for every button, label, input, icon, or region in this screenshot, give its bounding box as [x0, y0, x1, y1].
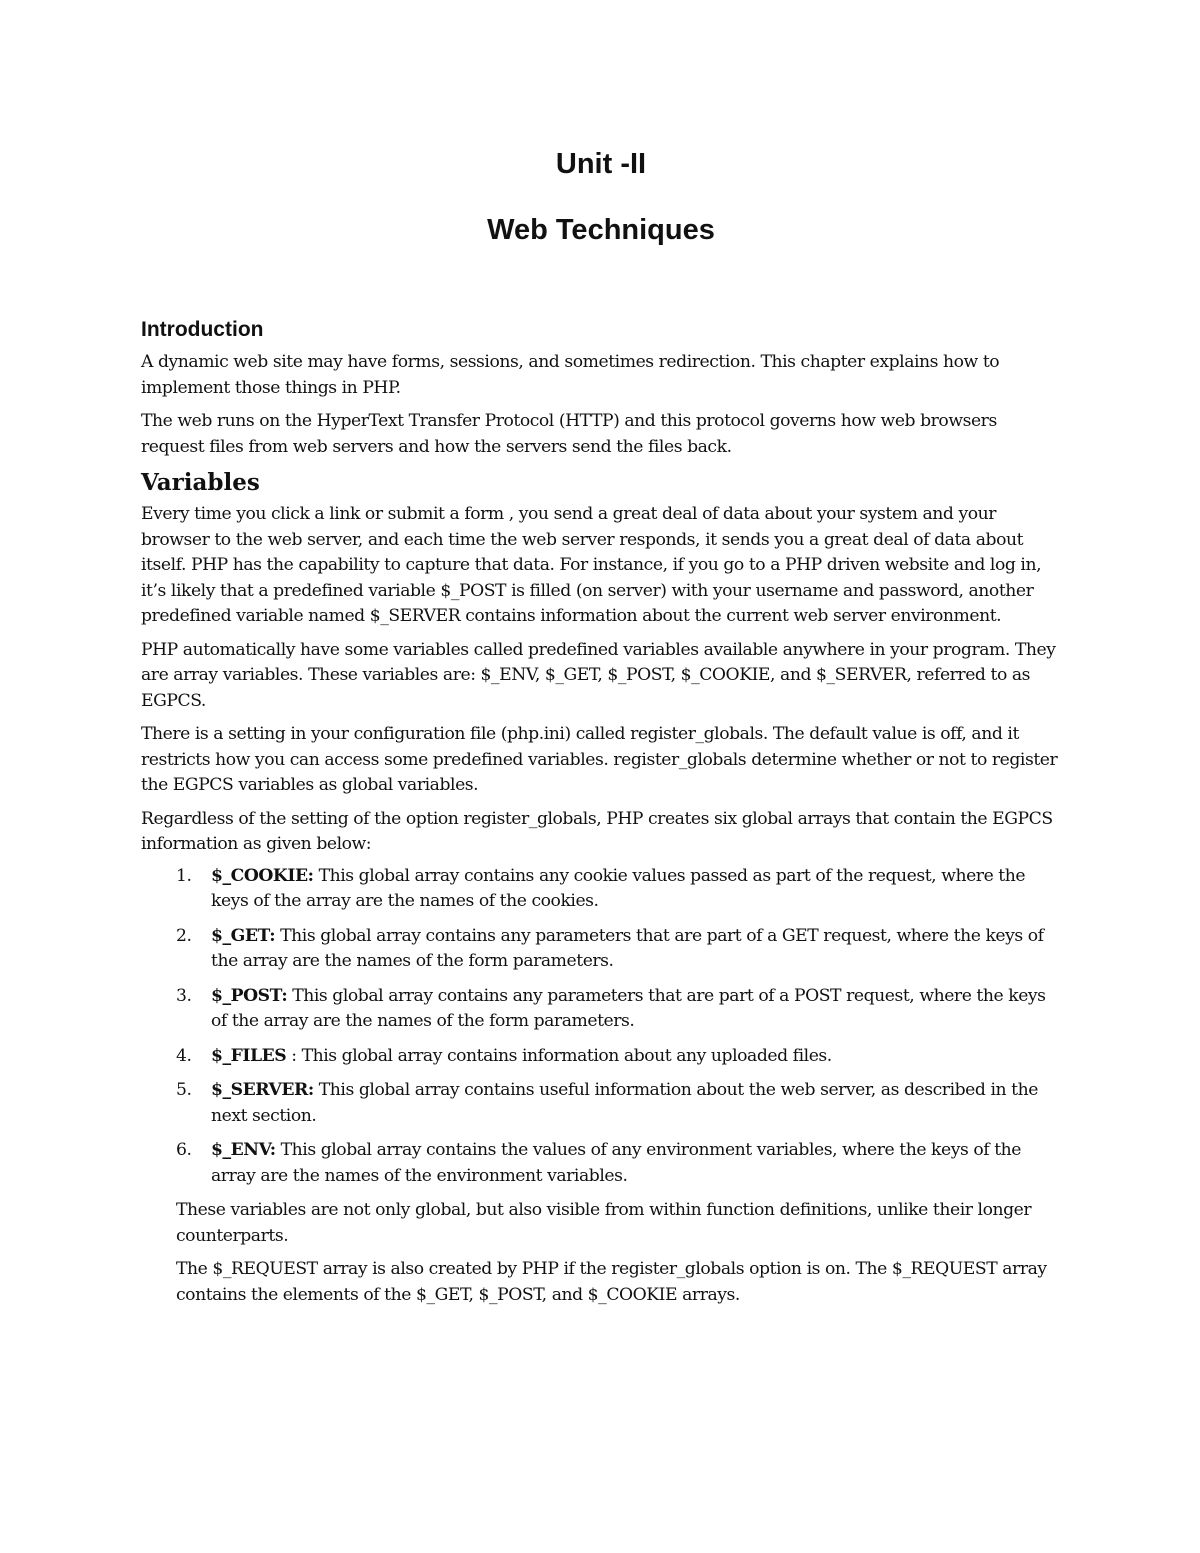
list-number: 6.: [176, 1140, 192, 1160]
list-description: This global array contains any cookie values passed as part of the request, where the keys of the array are the names of the cookies.: [211, 865, 1026, 911]
list-term: $_ENV:: [211, 1140, 276, 1160]
intro-paragraph-2: The web runs on the HyperText Transfer Protocol (HTTP) and this protocol governs how web browsers request files from web servers and how the servers send the files back.: [141, 411, 997, 457]
list-description: This global array contains any parameters that are part of a GET request, where the keys of the array are the names of the form parameters.: [211, 925, 1044, 971]
list-number: 5.: [176, 1080, 192, 1100]
list-item: [141, 1138, 1061, 1189]
list-item: [141, 1078, 1061, 1129]
introduction-heading: Introduction: [141, 318, 264, 341]
list-term: $_FILES: [211, 1045, 287, 1066]
list-item: [141, 1044, 1061, 1070]
variables-paragraph-4: Regardless of the setting of the option register_globals, PHP creates six global arrays that contain the EGPCS information as given below:: [141, 808, 1053, 854]
variables-paragraph-2: PHP automatically have some variables called predefined variables available anywhere in your program. They are array variables. These variables are: $_ENV, $_GET, $_POST, $_COOKIE, and $_SERVER, referred to as EGPCS.: [141, 639, 1056, 711]
list-description: This global array contains any parameters that are part of a POST request, where the keys of the array are the names of the form parameters.: [211, 985, 1046, 1031]
list-item: [141, 924, 1061, 975]
list-item: [141, 984, 1061, 1035]
intro-paragraph-1: A dynamic web site may have forms, sessions, and sometimes redirection. This chapter explains how to implement those things in PHP.: [141, 352, 1000, 398]
variables-paragraph-3: There is a setting in your configuration file (php.ini) called register_globals. The default value is off, and it restricts how you can access some predefined variables. register_globals determine whether or not to register the EGPCS variables as global variables.: [141, 724, 1058, 795]
list-term: $_SERVER:: [211, 1080, 314, 1100]
list-item: [141, 864, 1061, 915]
variables-heading: Variables: [141, 469, 260, 496]
list-number: 4.: [176, 1045, 192, 1066]
list-term: $_COOKIE:: [211, 865, 314, 886]
chapter-title: Web Techniques: [487, 214, 715, 246]
list-description: : This global array contains information about any uploaded files.: [286, 1045, 832, 1066]
list-term: $_GET:: [211, 925, 276, 946]
list-description: This global array contains useful information about the web server, as described in the next section.: [211, 1080, 1038, 1126]
variables-paragraph-1: Every time you click a link or submit a form , you send a great deal of data about your system and your browser to the web server, and each time the web server responds, it sends you a great deal of data about itself. PHP has the capability to capture that data. For instance, if you go to a PHP driven website and log in, it’s likely that a predefined variable $_POST is filled (on server) with your username and password, another predefined variable named $_SERVER contains information about the current web server environment.: [141, 504, 1042, 626]
after-list-paragraph-1: These variables are not only global, but also visible from within function definitions, unlike their longer counterparts.: [176, 1200, 1032, 1246]
list-number: 2.: [176, 925, 192, 946]
list-description: This global array contains the values of any environment variables, where the keys of the array are the names of the environment variables.: [211, 1140, 1022, 1186]
global-arrays-list: [141, 864, 1061, 1190]
unit-title: Unit -II: [555, 148, 647, 180]
list-number: 3.: [176, 985, 192, 1006]
after-list-paragraph-2: The $_REQUEST array is also created by PHP if the register_globals option is on. The $_REQUEST array contains the elements of the $_GET, $_POST, and $_COOKIE arrays.: [176, 1259, 1047, 1305]
list-number: 1.: [176, 865, 192, 886]
document-page: [141, 140, 1061, 1308]
list-term: $_POST:: [211, 985, 288, 1006]
